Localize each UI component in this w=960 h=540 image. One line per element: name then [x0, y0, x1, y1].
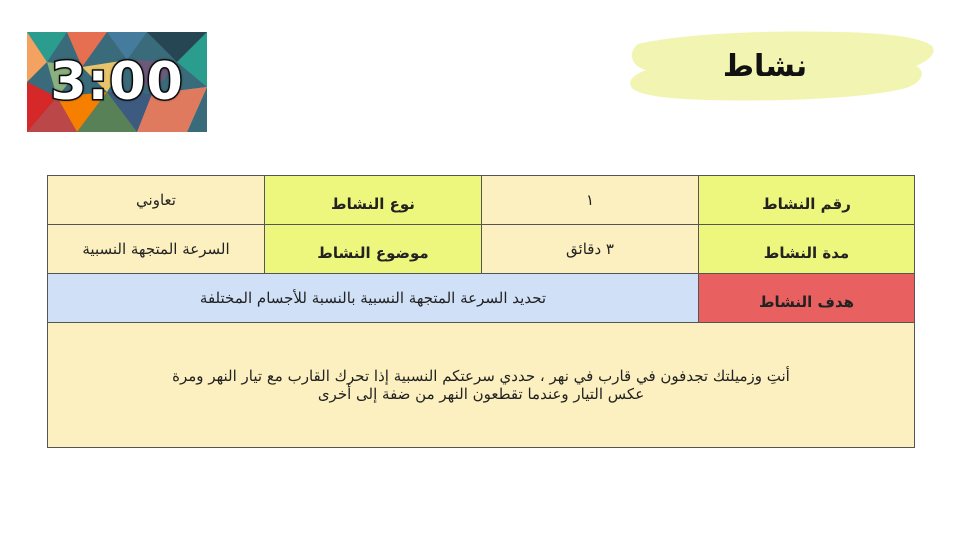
activity-type-label: نوع النشاط	[265, 176, 482, 225]
activity-description	[48, 323, 915, 448]
activity-number-label: رقم النشاط	[699, 176, 915, 225]
activity-topic-value: السرعة المتجهة النسبية	[48, 225, 265, 274]
timer-label: 3:00	[50, 52, 184, 112]
activity-duration-label: مدة النشاط	[699, 225, 915, 274]
timer-image	[27, 32, 207, 132]
table-row	[48, 323, 915, 448]
activity-duration-value: ٣ دقائق	[482, 225, 699, 274]
activity-type-value: تعاوني	[48, 176, 265, 225]
activity-goal-value: تحديد السرعة المتجهة النسبية بالنسبة للأجسام المختلفة	[48, 274, 699, 323]
page-title: نشاط	[722, 48, 808, 84]
activity-goal-label: هدف النشاط	[699, 274, 915, 323]
activity-table	[47, 175, 915, 448]
description-line-2: عكس التيار وعندما تقطعون النهر من ضفة إلى أخرى	[317, 385, 645, 403]
title-banner	[620, 22, 940, 110]
activity-topic-label: موضوع النشاط	[265, 225, 482, 274]
table-row	[48, 225, 915, 274]
table-row	[48, 176, 915, 225]
activity-number-value: ١	[482, 176, 699, 225]
table-row	[48, 274, 915, 323]
description-line-1: أنتِ وزميلتك تجدفون في قارب في نهر ، حددي سرعتكم النسبية إذا تحرك القارب مع تيار النهر ومرة	[172, 367, 790, 385]
